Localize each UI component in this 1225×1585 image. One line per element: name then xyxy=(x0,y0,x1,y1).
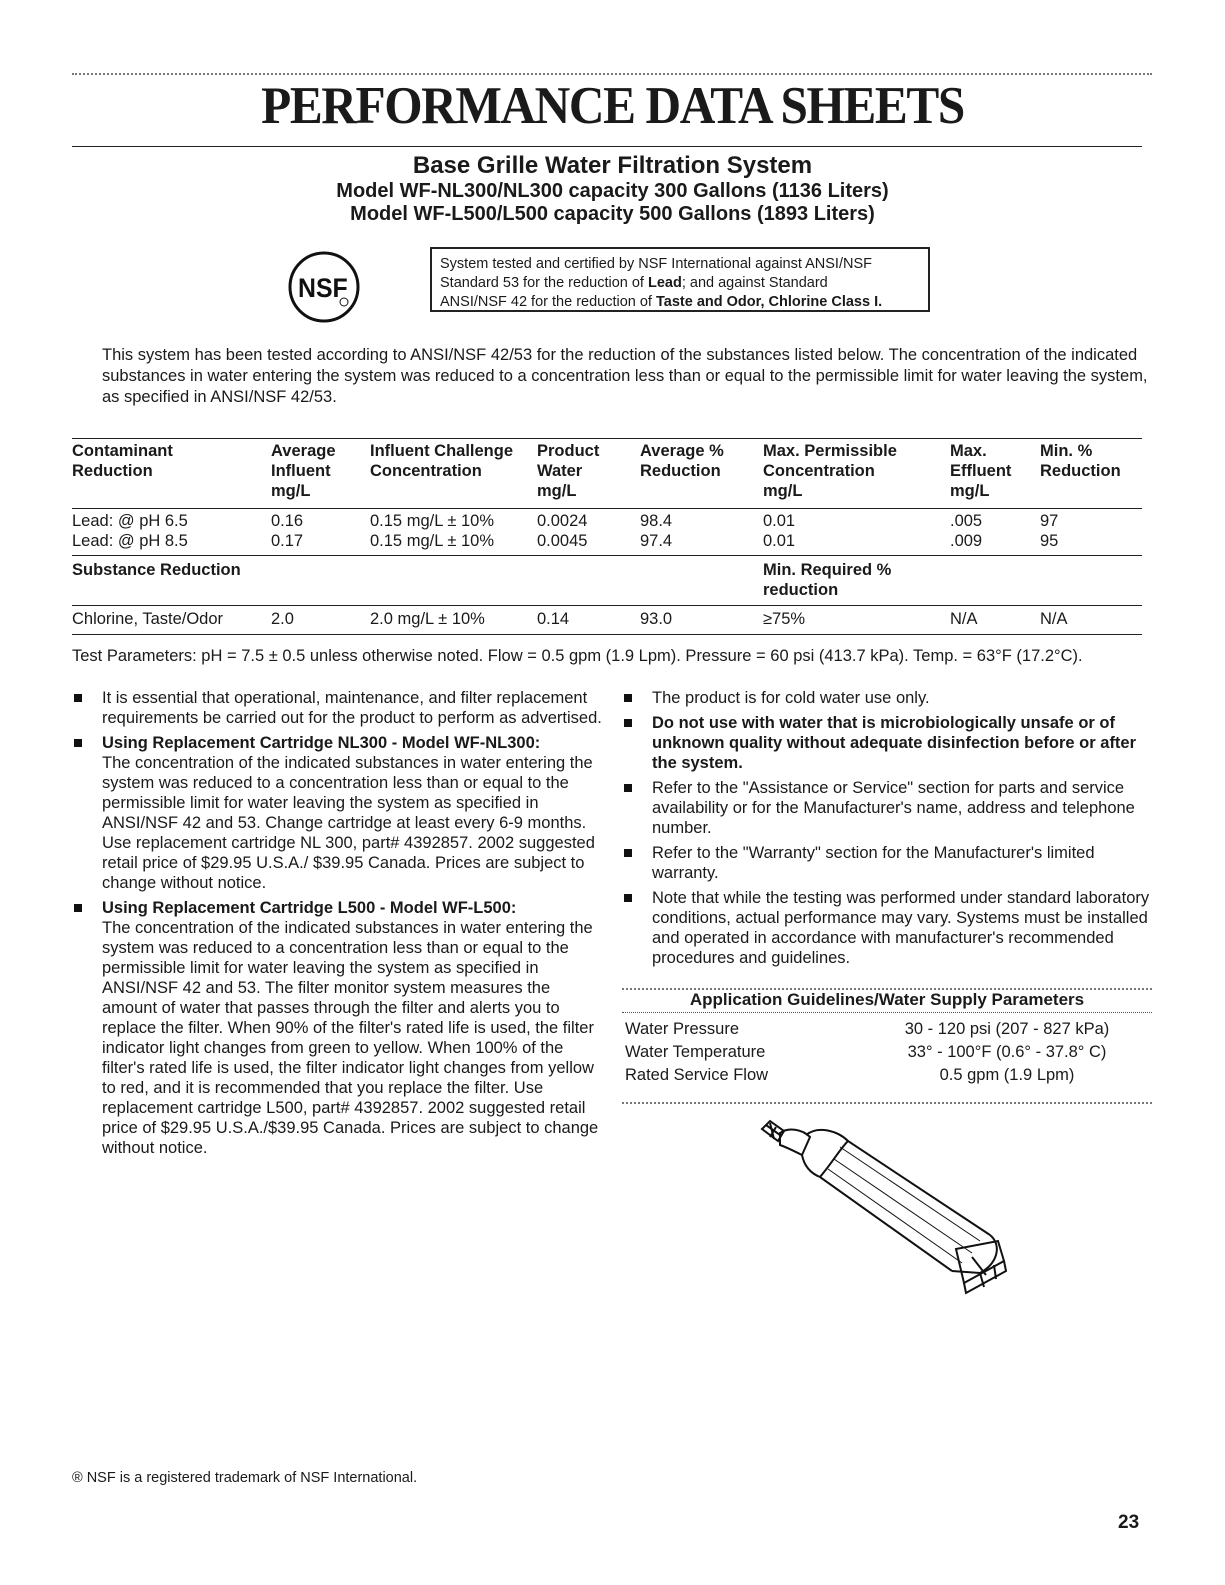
application-row-label: Water Temperature xyxy=(625,1043,766,1061)
bullet-text: The concentration of the indicated substances in water entering the system was reduced to a concentration less than or equal to the permissible limit for water leaving the system as specified in ANSI/NSF 42 and 53. The filter monitor system measures the amount of water that passes through the filter and alerts you to replace the filter. When 90% of the filter's rated life is used, the filter indicator light changes from green to yellow. When 100% of the filter's rated life is used, the filter indicator light changes from yellow to red, and it is recommended that you replace the filter. Use replacement cartridge L500, part# 4392857. 2002 suggested retail price of $29.95 U.S.A./$39.95 Canada. Prices are subject to change without notice. xyxy=(102,919,599,1157)
table-cell: .005 xyxy=(950,512,983,530)
bullet-text: It is essential that operational, maintenance, and filter replacement requirements be carried out for the product to perform as advertised. xyxy=(102,689,602,727)
bullet-lead: Using Replacement Cartridge NL300 - Model WF-NL300: xyxy=(102,734,541,752)
table-cell: 0.15 mg/L ± 10% xyxy=(370,532,495,550)
certification-box xyxy=(430,247,930,312)
table-header-cell: Max. Permissible xyxy=(763,442,897,460)
document-heading: Base Grille Water Filtration System xyxy=(412,152,813,179)
right-bullet-item: The product is for cold water use only. xyxy=(622,688,1152,708)
table-cell: 0.17 xyxy=(271,532,304,550)
table-header-cell: Concentration xyxy=(763,462,875,480)
left-bullet-item xyxy=(72,733,602,893)
table-cell: Lead: @ pH 6.5 xyxy=(72,512,188,530)
table-header-cell: Min. % xyxy=(1040,442,1093,460)
model-line-1: Model WF-NL300/NL300 capacity 300 Gallons (1136 Liters) xyxy=(336,180,889,202)
table-top-rule xyxy=(72,438,1142,439)
min-required-heading-2: reduction xyxy=(763,581,839,599)
test-parameters: Test Parameters: pH = 7.5 ± 0.5 unless otherwise noted. Flow = 0.5 gpm (1.9 Lpm). Pressure = 60 psi (413.7 kPa). Temp. = 63°F (17.2°C). xyxy=(72,647,1083,665)
table-cell: 95 xyxy=(1040,532,1059,550)
footnote: ® NSF is a registered trademark of NSF International. xyxy=(72,1470,418,1486)
table-header-cell: mg/L xyxy=(950,482,990,500)
table-cell: Lead: @ pH 8.5 xyxy=(72,532,188,550)
table-header-cell: mg/L xyxy=(537,482,577,500)
table-bottom-rule xyxy=(72,634,1142,635)
page-number: 23 xyxy=(1118,1512,1140,1533)
application-row-label: Water Pressure xyxy=(625,1020,740,1038)
application-row-value: 33° - 100°F (0.6° - 37.8° C) xyxy=(907,1043,1107,1061)
substance-table-cell: 2.0 xyxy=(271,610,294,628)
table-header-cell: Average % xyxy=(640,442,724,460)
table-header-cell: mg/L xyxy=(763,482,803,500)
table-header-cell: Product xyxy=(537,442,600,460)
substance-header-rule xyxy=(72,605,1142,606)
substance-table-cell: Chlorine, Taste/Odor xyxy=(72,610,224,628)
table-header-cell: Reduction xyxy=(72,462,153,480)
table-cell: 0.01 xyxy=(763,512,796,530)
cert-line-1: System tested and certified by NSF International against ANSI/NSF xyxy=(440,256,872,272)
app-bottom-rule xyxy=(622,1102,1152,1104)
substance-top-rule xyxy=(72,555,1142,556)
right-bullet-item: Refer to the "Assistance or Service" section for parts and service availability or for the Manufacturer's name, address and telephone number. xyxy=(622,778,1152,838)
table-header-cell: Reduction xyxy=(640,462,721,480)
right-bullet-item: Note that while the testing was performed under standard laboratory conditions, actual performance may vary. Systems must be installed and operated in accordance with manufacturer's recommended procedures and guidelines. xyxy=(622,888,1152,968)
substance-table-cell: 0.14 xyxy=(537,610,570,628)
table-cell: 98.4 xyxy=(640,512,673,530)
table-cell: 0.16 xyxy=(271,512,304,530)
left-bullet-column xyxy=(72,688,602,1163)
right-bullet-item: Refer to the "Warranty" section for the Manufacturer's limited warranty. xyxy=(622,843,1152,883)
application-guidelines xyxy=(622,988,1152,1106)
application-row-label: Rated Service Flow xyxy=(625,1066,769,1084)
nsf-logo xyxy=(287,250,361,324)
page-title: PERFORMANCE DATA SHEETS xyxy=(261,77,964,135)
model-line-2: Model WF-L500/L500 capacity 500 Gallons (1893 Liters) xyxy=(350,203,875,225)
substance-table-cell: ≥75% xyxy=(763,610,806,628)
cert-line-2: Standard 53 for the reduction of Lead; and against Standard xyxy=(440,275,828,291)
substance-reduction-heading: Substance Reduction xyxy=(72,561,241,579)
table-cell: 97 xyxy=(1040,512,1059,530)
table-header-cell: Contaminant xyxy=(72,442,173,460)
table-header-cell: Max. xyxy=(950,442,987,460)
table-cell: 0.0045 xyxy=(537,532,588,550)
intro-paragraph: This system has been tested according to ANSI/NSF 42/53 for the reduction of the substances listed below. The concentration of the indicated substances in water entering the system was reduced to a concentration less than or equal to the permissible limit for water leaving the system, as specified in ANSI/NSF 42/53. xyxy=(102,346,1148,406)
title-rule xyxy=(72,146,1142,147)
right-bullet-column xyxy=(622,688,1152,973)
table-cell: 0.01 xyxy=(763,532,796,550)
table-header-cell: Average xyxy=(271,442,336,460)
app-title-rule xyxy=(622,1012,1152,1013)
top-dotted-rule xyxy=(72,73,1152,75)
bullet-lead: Using Replacement Cartridge L500 - Model WF-L500: xyxy=(102,899,517,917)
application-guidelines-title: Application Guidelines/Water Supply Parameters xyxy=(689,990,1085,1009)
left-bullet-item xyxy=(72,688,602,728)
substance-table-cell: 93.0 xyxy=(640,610,673,628)
left-bullet-item xyxy=(72,898,602,1158)
right-bullet-item: Do not use with water that is microbiologically unsafe or of unknown quality without adequate disinfection before or after the system. xyxy=(622,713,1152,773)
application-row-value: 30 - 120 psi (207 - 827 kPa) xyxy=(904,1020,1110,1038)
table-header-cell: Influent xyxy=(271,462,331,480)
table-header-cell: mg/L xyxy=(271,482,311,500)
substance-table-cell: N/A xyxy=(1040,610,1068,628)
table-header-cell: Reduction xyxy=(1040,462,1121,480)
table-header-cell: Water xyxy=(537,462,583,480)
table-cell: .009 xyxy=(950,532,983,550)
substance-table-cell: N/A xyxy=(950,610,978,628)
min-required-heading-1: Min. Required % xyxy=(763,561,892,579)
table-header-cell: Influent Challenge xyxy=(370,442,514,460)
filter-cartridge-illustration xyxy=(740,1115,1020,1300)
substance-table-cell: 2.0 mg/L ± 10% xyxy=(370,610,485,628)
bullet-text: The concentration of the indicated substances in water entering the system was reduced to a concentration less than or equal to the permissible limit for water leaving the system as specified in ANSI/NSF 42 and 53. Change cartridge at least every 6-9 months. Use replacement cartridge NL 300, part# 4392857. 2002 suggested retail price of $29.95 U.S.A./ $39.95 Canada. Prices are subject to change without notice. xyxy=(102,754,595,892)
table-cell: 0.0024 xyxy=(537,512,588,530)
cert-line-3: ANSI/NSF 42 for the reduction of Taste and Odor, Chlorine Class I. xyxy=(440,294,883,310)
table-header-cell: Effluent xyxy=(950,462,1012,480)
application-row-value: 0.5 gpm (1.9 Lpm) xyxy=(939,1066,1075,1084)
table-cell: 0.15 mg/L ± 10% xyxy=(370,512,495,530)
table-header-rule xyxy=(72,508,1142,509)
table-header-cell: Concentration xyxy=(370,462,482,480)
table-cell: 97.4 xyxy=(640,532,673,550)
svg-text:NSF: NSF xyxy=(298,274,348,304)
